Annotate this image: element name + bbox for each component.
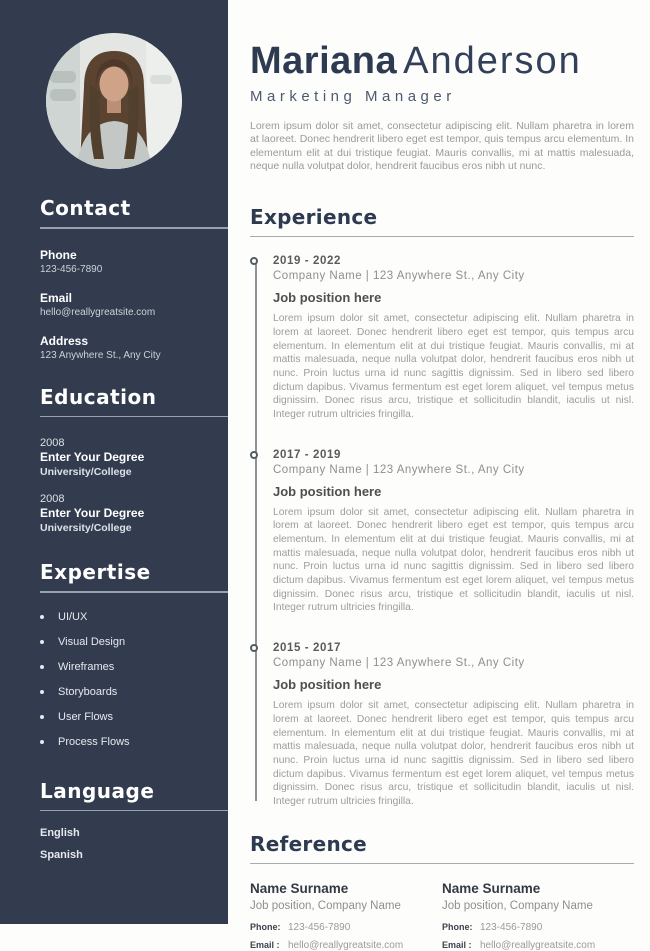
language-section [40,779,228,862]
skill-item [40,661,228,673]
language-item: Spanish [40,849,83,861]
bullet-icon [40,740,44,744]
education-year: 2008 [40,437,65,449]
phone-value: 123-456-7890 [480,922,543,934]
language-heading: Language [40,778,155,803]
education-section [40,385,228,535]
experience-years: 2015 - 2017 [273,642,341,655]
education-school: University/College [40,522,132,534]
reference-role: Job position, Company Name [442,900,593,913]
reference-email-row [250,940,442,951]
email-value: hello@reallygreatsite.com [40,306,156,318]
skill-label: Storyboards [58,685,118,698]
sidebar [0,0,228,924]
experience-years: 2019 - 2022 [273,255,341,268]
person-name [250,42,634,82]
bullet-icon [40,690,44,694]
bullet-icon [40,715,44,719]
skill-item [40,611,228,623]
contact-item-email [40,291,228,318]
email-label: Email : [442,940,472,951]
expertise-section [40,560,228,748]
email-value: hello@reallygreatsite.com [480,940,596,951]
experience-section [250,205,634,809]
reference-entry [442,881,634,951]
reference-email-row [442,940,634,951]
experience-position: Job position here [273,483,382,499]
language-divider [40,810,228,812]
resume-header [250,42,634,174]
experience-position: Job position here [273,677,382,693]
skill-label: Wireframes [58,660,115,673]
expertise-divider [40,591,228,593]
bullet-icon [40,615,44,619]
reference-divider [250,863,634,865]
job-title: Marketing Manager [250,87,456,105]
contact-heading: Contact [40,196,131,220]
profile-photo-illustration [46,33,182,169]
reference-section [250,832,634,951]
experience-company: Company Name | 123 Anywhere St., Any City [273,270,525,283]
skill-label: Process Flows [58,735,130,748]
experience-entry [250,449,634,616]
experience-timeline [250,255,634,809]
experience-description: Lorem ipsum dolor sit amet, consectetur adipiscing elit. Nullam pharetra in lorem at laoreet. Donec hendrerit libero eget est tempor, quis tempus arcu elementum. In elementum elit at dui tristique feugiat. Mauris convallis, mi at mattis malesuada, neque nulla volutpat dolor, hendrerit faucibus eros nibh ut nunc. Proin luctus urna id nunc sagittis dignissim. Sed in libero sed libero dictum dapibus. Vivamus fermentum est eget lorem aliquet, vel tempus metus dignissim. Donec risus arcu, tristique et sollicitudin blandit, iaculis ut nisl. Integer rutrum ultricies fringilla. [273,700,634,807]
experience-entry [250,642,634,809]
experience-description: Lorem ipsum dolor sit amet, consectetur adipiscing elit. Nullam pharetra in lorem at laoreet. Donec hendrerit libero eget est tempor, quis tempus arcu elementum. In elementum elit at dui tristique feugiat. Mauris convallis, mi at mattis malesuada, neque nulla volutpat dolor, hendrerit faucibus eros nibh ut nunc. Proin luctus urna id nunc sagittis dignissim. Sed in libero sed libero dictum dapibus. Vivamus fermentum est eget lorem aliquet, vel tempus metus dignissim. Donec risus arcu, tristique et sollicitudin blandit, iaculis ut nisl. Integer rutrum ultricies fringilla. [273,506,634,614]
reference-role: Job position, Company Name [250,900,401,913]
first-name: Mariana [250,40,398,82]
reference-entry [250,881,442,951]
education-degree: Enter Your Degree [40,506,145,520]
education-school: University/College [40,466,132,478]
contact-section [40,196,228,361]
education-item [40,493,228,534]
language-item: English [40,827,80,839]
skill-label: Visual Design [58,635,126,648]
timeline-dot-icon [250,644,258,652]
phone-label: Phone: [250,922,281,933]
profile-summary: Lorem ipsum dolor sit amet, consectetur adipiscing elit. Nullam pharetra in lorem at laoreet. Donec hendrerit libero eget est tempor, quis tempus arcu elementum. In elementum elit at dui tristique feugiat. Mauris convallis, mi at mattis malesuada, neque nulla volutpat dolor, hendrerit faucibus eros nibh ut nunc. [250,119,634,173]
experience-heading: Experience [250,204,378,229]
skill-item [40,636,228,648]
education-year: 2008 [40,493,65,505]
education-heading: Education [40,384,157,409]
contact-item-address [40,334,228,361]
education-degree: Enter Your Degree [40,450,145,464]
bullet-icon [40,640,44,644]
experience-company: Company Name | 123 Anywhere St., Any City [273,657,525,670]
main-content [228,0,650,951]
experience-entry [250,255,634,422]
education-divider [40,416,228,418]
phone-label: Phone: [442,922,473,933]
email-value: hello@reallygreatsite.com [288,940,404,951]
last-name: Anderson [403,40,582,82]
experience-position: Job position here [273,290,382,306]
expertise-heading: Expertise [40,560,151,584]
skill-item [40,711,228,723]
contact-item-phone [40,248,228,275]
contact-label: Phone [40,247,77,262]
skill-item [40,686,228,698]
experience-years: 2017 - 2019 [273,448,341,461]
email-label: Email : [250,940,280,951]
phone-value: 123-456-7890 [40,263,103,275]
reference-name: Name Surname [442,881,541,897]
experience-divider [250,236,634,238]
skill-label: User Flows [58,710,114,723]
skill-item [40,736,228,748]
contact-label: Address [40,333,89,348]
reference-heading: Reference [250,831,368,856]
timeline-dot-icon [250,257,258,265]
timeline-dot-icon [250,451,258,459]
profile-photo [46,33,182,169]
contact-label: Email [40,290,73,305]
bullet-icon [40,665,44,669]
reference-name: Name Surname [250,881,349,897]
education-item [40,437,228,478]
phone-value: 123-456-7890 [288,922,351,934]
skill-label: UI/UX [58,610,88,623]
experience-description: Lorem ipsum dolor sit amet, consectetur adipiscing elit. Nullam pharetra in lorem at laoreet. Donec hendrerit libero eget est tempor, quis tempus arcu elementum. In elementum elit at dui tristique feugiat. Mauris convallis, mi at mattis malesuada, neque nulla volutpat dolor, hendrerit faucibus eros nibh ut nunc. Proin luctus urna id nunc sagittis dignissim. Sed in libero sed libero dictum dapibus. Vivamus fermentum est eget lorem aliquet, vel tempus metus dignissim. Donec risus arcu, tristique et sollicitudin blandit, iaculis ut nisl. Integer rutrum ultricies fringilla. [273,313,634,420]
contact-divider [40,227,228,229]
experience-company: Company Name | 123 Anywhere St., Any City [273,463,525,476]
address-value: 123 Anywhere St., Any City [40,349,161,361]
